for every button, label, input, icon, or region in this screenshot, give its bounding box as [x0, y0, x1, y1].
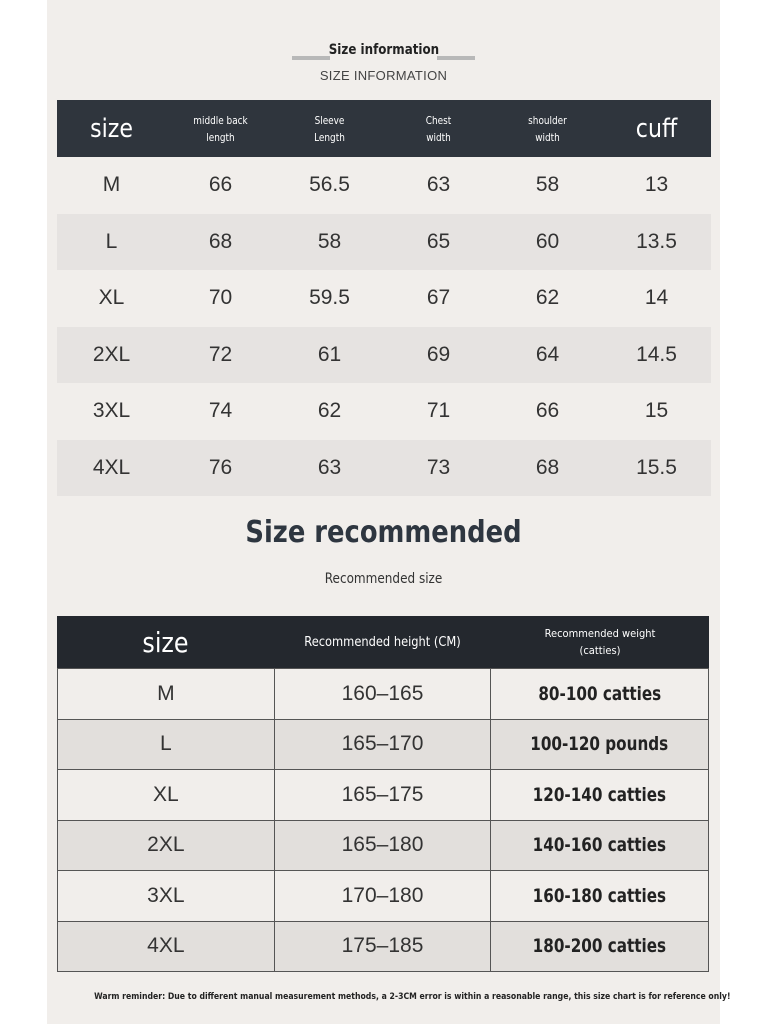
table-cell	[491, 770, 709, 821]
table-cell: 15.5	[636, 455, 677, 479]
header-weight-line1: Recommended weight	[544, 627, 656, 640]
header-cell-line: shoulder	[528, 113, 567, 127]
size-information-title: Size information	[328, 42, 439, 58]
table-cell	[58, 669, 275, 720]
header-cell	[65, 114, 158, 144]
table-cell: 63	[426, 173, 451, 197]
table-row	[57, 157, 711, 214]
size-recommended-subtitle: Recommended size	[324, 571, 443, 587]
table-cell	[491, 922, 709, 973]
size-information-table	[57, 100, 711, 496]
table-cell	[58, 720, 275, 771]
table-cell: 73	[426, 455, 451, 479]
table-cell: 69	[426, 342, 451, 366]
weight-value: 140-160 catties	[532, 834, 667, 857]
header-weight-line2: (catties)	[579, 644, 621, 657]
size-value: L	[159, 732, 172, 756]
table-row	[58, 770, 709, 821]
table-cell: 66	[535, 399, 560, 423]
table-cell: 2XL	[92, 342, 131, 366]
table-cell	[58, 770, 275, 821]
table-cell	[275, 821, 492, 872]
table-cell: 67	[426, 286, 451, 310]
table-cell	[275, 720, 492, 771]
table-row	[58, 922, 709, 973]
table-row	[58, 669, 709, 720]
table-cell: 15	[644, 399, 669, 423]
height-value: 165–175	[341, 782, 424, 806]
table-cell: 14	[644, 286, 669, 310]
header-cell	[280, 112, 378, 146]
height-value: 160–165	[341, 681, 424, 705]
header-cell-line: width	[535, 130, 560, 144]
table-cell: XL	[98, 286, 125, 310]
table-cell: 70	[208, 286, 233, 310]
header-height	[274, 634, 491, 651]
table-cell: 62	[317, 399, 342, 423]
table-row	[58, 821, 709, 872]
table-cell: 4XL	[92, 455, 131, 479]
table-cell	[275, 922, 492, 973]
header-cell-line: Length	[314, 130, 345, 144]
weight-value: 80-100 catties	[538, 682, 662, 705]
size-recommended-body	[57, 668, 709, 972]
table-row	[57, 270, 711, 327]
table-cell: L	[105, 229, 118, 253]
size-value: 4XL	[147, 934, 185, 958]
header-weight	[491, 625, 709, 659]
header-cell-line: Chest	[425, 113, 452, 127]
table-cell: 61	[317, 342, 342, 366]
table-cell: 3XL	[92, 399, 131, 423]
height-value: 175–185	[341, 934, 424, 958]
height-value: 165–180	[341, 833, 424, 857]
weight-value: 160-180 catties	[532, 884, 667, 907]
height-value: 165–170	[341, 732, 424, 756]
header-cell-line: width	[426, 130, 451, 144]
header-cell-line: middle back	[193, 113, 248, 127]
table-cell: 63	[317, 455, 342, 479]
weight-value: 100-120 pounds	[530, 733, 669, 756]
table-cell: 56.5	[309, 173, 350, 197]
table-cell: 66	[208, 173, 233, 197]
header-cell	[171, 112, 269, 146]
header-cell-line: cuff	[635, 113, 678, 144]
table-cell	[58, 821, 275, 872]
header-cell	[498, 112, 596, 146]
size-value: M	[157, 681, 175, 705]
size-information-header-row	[57, 100, 711, 157]
table-cell: 76	[208, 455, 233, 479]
table-cell: 72	[208, 342, 233, 366]
table-row	[58, 871, 709, 922]
height-value: 170–180	[341, 883, 424, 907]
table-cell: 64	[535, 342, 560, 366]
table-row	[57, 383, 711, 440]
table-row	[57, 440, 711, 497]
size-recommended-title: Size recommended	[245, 515, 522, 550]
table-cell: M	[102, 173, 121, 197]
table-cell	[491, 821, 709, 872]
table-cell	[491, 871, 709, 922]
table-cell: 71	[426, 399, 451, 423]
table-cell: 62	[535, 286, 560, 310]
size-recommended-table	[57, 616, 709, 972]
table-cell	[491, 669, 709, 720]
header-cell-line: size	[90, 113, 133, 144]
table-cell: 65	[426, 229, 451, 253]
header-size	[57, 626, 274, 659]
header-cell	[610, 114, 703, 144]
table-cell	[58, 871, 275, 922]
table-cell	[275, 669, 492, 720]
size-value: 2XL	[147, 833, 185, 857]
size-information-heading	[47, 40, 720, 60]
table-row	[57, 214, 711, 271]
header-cell	[389, 112, 487, 146]
table-row	[57, 327, 711, 384]
weight-value: 180-200 catties	[532, 935, 667, 958]
header-cell-line: length	[206, 130, 235, 144]
table-cell: 74	[208, 399, 233, 423]
table-cell	[58, 922, 275, 973]
table-cell: 58	[317, 229, 342, 253]
weight-value: 120-140 catties	[532, 783, 667, 806]
size-recommended-header-row	[57, 616, 709, 668]
header-size-label: size	[142, 625, 189, 659]
table-cell: 58	[535, 173, 560, 197]
table-cell	[275, 871, 492, 922]
table-row	[58, 720, 709, 771]
header-cell-line: Sleeve	[314, 113, 345, 127]
table-cell: 59.5	[309, 286, 350, 310]
table-cell	[275, 770, 492, 821]
header-height-label: Recommended height (CM)	[304, 634, 461, 650]
size-value: 3XL	[147, 883, 185, 907]
table-cell: 60	[535, 229, 560, 253]
table-cell: 68	[535, 455, 560, 479]
table-cell: 68	[208, 229, 233, 253]
warm-reminder-note: Warm reminder: Due to different manual measurement methods, a 2-3CM error is within a reasonable range, this size chart is for reference only!	[94, 992, 731, 1002]
size-information-body	[57, 157, 711, 496]
table-cell: 13.5	[636, 229, 677, 253]
table-cell: 13	[644, 173, 669, 197]
table-cell	[491, 720, 709, 771]
table-cell: 14.5	[636, 342, 677, 366]
size-chart-sheet	[47, 0, 731, 1024]
size-value: XL	[152, 782, 179, 806]
size-information-subtitle: SIZE INFORMATION	[319, 68, 448, 83]
